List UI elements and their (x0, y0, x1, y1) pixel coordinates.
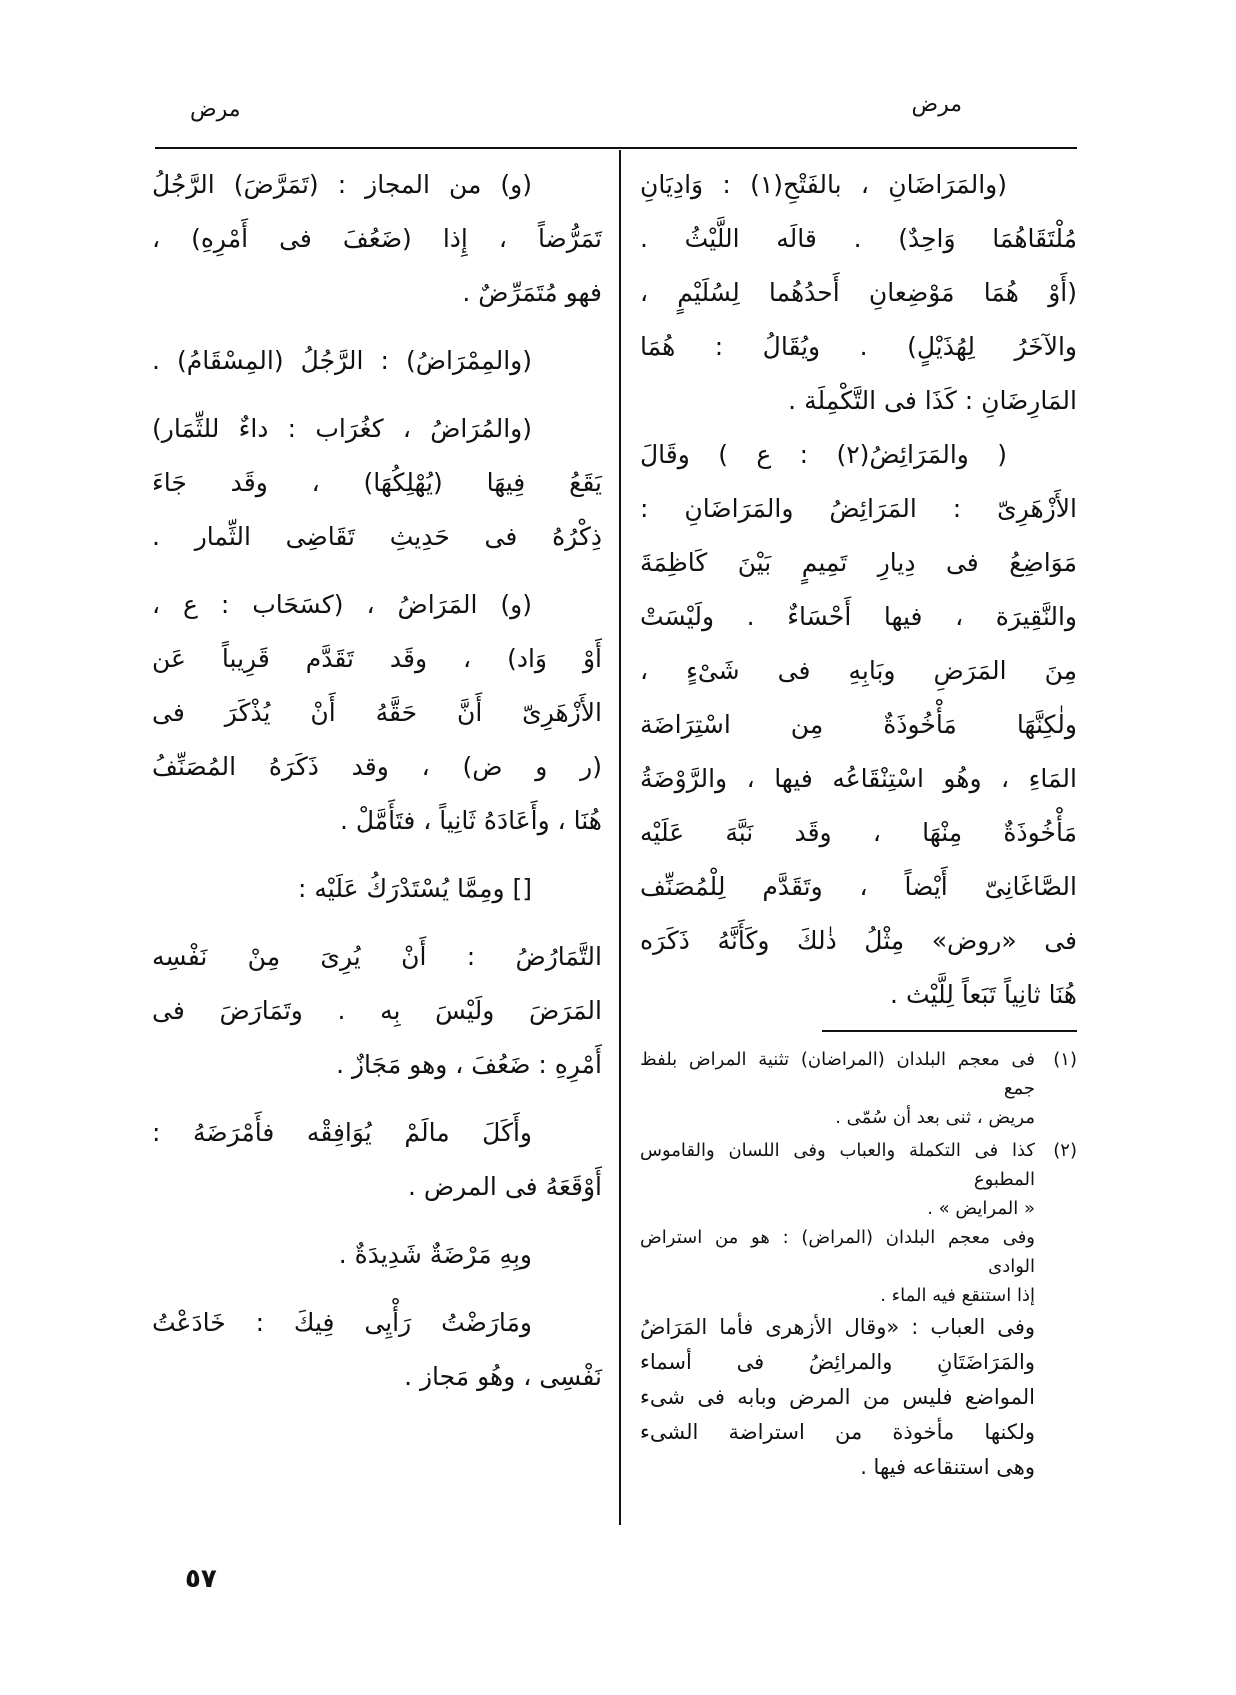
running-header-left: مرض (190, 97, 241, 122)
text-line: مِنَ المَرَضِ وبَابِهِ فى شَىْءٍ ، (640, 656, 1077, 685)
text-line: والآخَرُ لِهُذَيْلٍ) . ويُقَالُ : هُمَا (640, 332, 1077, 361)
text-line: (والمِمْرَاضُ) : الرَّجُلُ (المِسْقَامُ) . (152, 346, 532, 375)
text-line: فى «روض» مِثْلُ ذٰلكَ وكَأَنَّهُ ذَكَرَه (640, 926, 1077, 955)
text-line: هُنَا ، وأَعَادَهُ ثَانِياً ، فتَأَمَّلْ . (339, 806, 602, 835)
text-line: المَارِضَانِ : كَذَا فى التَّكْمِلَة . (788, 386, 1077, 415)
text-line: ولٰكِنَّهَا مَأْخُوذَةٌ مِن اسْتِرَاضَة (640, 710, 1077, 739)
text-line: أَمْرِهِ : ضَعُفَ ، وهو مَجَازٌ . (336, 1050, 602, 1079)
entry-paragraph (152, 334, 602, 388)
text-line: يَقَعُ فِيهَا (يُهْلِكُهَا) ، وقَد جَاءَ (152, 468, 602, 497)
text-line: (أَوْ هُمَا مَوْضِعانِ أَحدُهُما لِسُلَيْمٍ ، (640, 278, 1077, 307)
text-line: (والمُرَاضُ ، كغُرَاب : داءٌ للثِّمَار) (152, 414, 532, 443)
column-divider (619, 150, 621, 1525)
footnote-line: وفى معجم البلدان (المراض) : هو من استراض الوادى (640, 1227, 1035, 1277)
text-line: مَأْخُوذَةٌ مِنْهَا ، وقَد نَبَّهَ عَلَيْه (640, 818, 1077, 847)
text-line: التَّمَارُضُ : أَنْ يُرِىَ مِنْ نَفْسِه (152, 942, 602, 971)
footnote-number: (٢) (1053, 1140, 1077, 1161)
footnote-line: « المرايض » . (927, 1198, 1035, 1219)
entry-paragraph (152, 930, 602, 1092)
text-line: ذِكْرُهُ فى حَدِيثِ تَقَاضِى الثِّمار . (152, 522, 602, 551)
footnote-1 (640, 1045, 1077, 1132)
text-line: وأَكَلَ مالَمْ يُوَافِقْه فأَمْرَضَهُ : (152, 1118, 532, 1147)
footnote-line: ولكنها مأخوذة من استراضة الشىء (640, 1420, 1035, 1444)
text-line: والنَّقِيرَة ، فيها أَحْسَاءٌ . ولَيْسَتْ (640, 602, 1077, 631)
page-number: ٥٧ (185, 1564, 217, 1594)
footnote-line: كذا فى التكملة والعباب وفى اللسان والقاموس المطبوع (640, 1140, 1035, 1190)
footnote-line: وفى العباب : «وقال الأزهرى فأما المَرَاضُ (640, 1315, 1035, 1339)
text-line: نَفْسِى ، وهُو مَجاز . (404, 1362, 602, 1391)
text-line: أَوْقَعَهُ فى المرض . (407, 1172, 602, 1201)
footnote-line: المواضع فليس من المرض وبابه فى شىء (640, 1385, 1035, 1409)
text-line: وبِهِ مَرْضَةٌ شَدِيدَةٌ . (338, 1240, 532, 1269)
running-header-right: مرض (911, 92, 962, 117)
text-line: الصَّاغَانِىّ أَيْضاً ، وتَقَدَّم لِلْمُصَنِّف (640, 872, 1077, 901)
text-line: الأَزْهَرِىّ : المَرَائِضُ والمَرَاضَانِ : (640, 494, 1077, 523)
footnote-line: فى معجم البلدان (المراضان) تثنية المراض بلفظ جمع (640, 1049, 1035, 1099)
text-line: مُلْتَقَاهُمَا وَاحِدٌ) . قالَه اللَّيْثُ . (640, 224, 1077, 253)
text-line: (و) المَرَاضُ ، (كسَحَاب : ع ، (152, 590, 532, 619)
entry-paragraph (152, 1106, 602, 1214)
text-line: تَمَرُّضاً ، إِذا (ضَعُفَ فى أَمْرِهِ) ، (152, 224, 602, 253)
footnotes (640, 1045, 1077, 1489)
text-line: أَوْ وَاد) ، وقَد تَقَدَّم قَرِيباً عَن (152, 644, 602, 673)
text-line: الأَزْهَرِىّ أَنَّ حَقَّهُ أَنْ يُذْكَرَ فى (152, 698, 602, 727)
footnote-line: مريض ، ثنى بعد أن سُمّى . (835, 1107, 1035, 1128)
text-line: (ر و ض) ، وقد ذَكَرَهُ المُصَنِّفُ (152, 752, 602, 781)
left-column (152, 158, 602, 1418)
entry-paragraph (152, 578, 602, 848)
text-line: [] ومِمَّا يُسْتَدْرَكُ عَلَيْه : (298, 874, 532, 903)
footnote-number: (١) (1053, 1049, 1077, 1070)
text-line: (و) من المجاز : (تَمَرَّضَ) الرَّجُلُ (152, 170, 532, 199)
footnote-line: والمَرَاضَتَانِ والمرائِضُ فى أسماء (640, 1350, 1035, 1374)
right-column (640, 158, 1077, 1022)
header-rule (155, 147, 1077, 149)
footnote-2 (640, 1136, 1077, 1485)
entry-paragraph (152, 402, 602, 564)
footnote-line: وهى استنقاعه فيها . (860, 1455, 1035, 1479)
footnote-line: إذا استنقع فيه الماء . (880, 1285, 1035, 1306)
text-line: ومَارَضْتُ رَأْيِى فِيكَ : خَادَعْتُ (152, 1308, 532, 1337)
text-line: (والمَرَاضَانِ ، بالفَتْحِ(١) : وَادِيَانِ (640, 170, 1007, 199)
text-line: فهو مُتَمَرِّضٌ . (462, 278, 602, 307)
supplement-heading (152, 862, 602, 916)
entry-paragraph (152, 1296, 602, 1404)
entry-paragraph (152, 158, 602, 320)
footnote-rule (822, 1030, 1077, 1032)
entry-paragraph (152, 1228, 602, 1282)
text-line: مَوَاضِعُ فى دِيارِ تَمِيمٍ بَيْنَ كَاظِمَةَ (640, 548, 1077, 577)
text-line: المَرَضَ ولَيْسَ بِه . وتَمَارَضَ فى (152, 996, 602, 1025)
text-line: ( والمَرَائِضُ(٢) : ع ) وقَالَ (640, 440, 1007, 469)
text-line: المَاءِ ، وهُو اسْتِنْقَاعُه فيها ، والرَّوْضَةُ (640, 764, 1077, 793)
text-line: هُنَا ثانِياً تَبَعاً لِلَّيْث . (890, 980, 1077, 1009)
